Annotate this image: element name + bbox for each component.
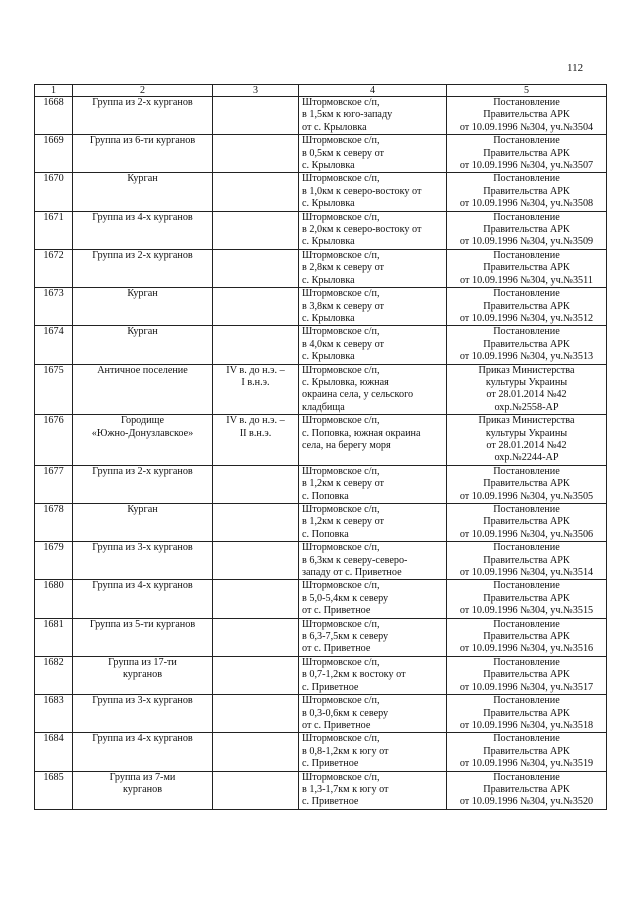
row-number-cell: 1676 — [35, 415, 73, 466]
location-cell-line: Штормовское с/п, — [302, 733, 380, 745]
object-name-cell — [73, 504, 213, 542]
object-name-cell-line: Группа из 4-х курганов — [92, 211, 193, 223]
location-cell — [299, 695, 447, 733]
document-cell-line: Правительства АРК — [483, 224, 570, 236]
dating-cell-line: I в.н.э. — [241, 376, 270, 388]
document-cell-line: от 10.09.1996 №304, уч.№3514 — [459, 567, 594, 579]
object-name-cell — [73, 465, 213, 503]
document-cell-line: Правительства АРК — [483, 631, 570, 643]
object-name-cell-line: Группа из 4-х курганов — [92, 733, 193, 745]
table-row — [35, 771, 607, 809]
location-cell-line: Штормовское с/п, — [302, 771, 380, 783]
document-cell-line: Постановление — [493, 733, 560, 745]
document-cell-line: от 10.09.1996 №304, уч.№3504 — [459, 121, 594, 133]
row-number-cell: 1675 — [35, 364, 73, 415]
document-cell-line: от 10.09.1996 №304, уч.№3509 — [459, 236, 594, 248]
document-cell-line: от 10.09.1996 №304, уч.№3507 — [459, 160, 594, 172]
location-cell-line: от с. Приветное — [302, 605, 371, 617]
row-number-cell: 1670 — [35, 173, 73, 211]
document-cell-line: Правительства АРК — [483, 592, 570, 604]
document-cell-line: Правительства АРК — [483, 554, 570, 566]
row-number-cell: 1669 — [35, 135, 73, 173]
row-number-cell: 1668 — [35, 97, 73, 135]
location-cell-line: в 2,8км к северу от — [302, 262, 384, 274]
object-name-cell-line: Группа из 2-х курганов — [92, 97, 193, 108]
row-number-cell: 1678 — [35, 504, 73, 542]
location-cell — [299, 364, 447, 415]
row-number-cell: 1683 — [35, 695, 73, 733]
location-cell-line: Штормовское с/п, — [302, 97, 380, 108]
location-cell-line: в 0,3-0,6км к северу — [302, 707, 389, 719]
table-row — [35, 580, 607, 618]
location-cell-line: Штормовское с/п, — [302, 211, 380, 223]
column-header: 5 — [447, 85, 607, 97]
dating-cell — [213, 542, 299, 580]
table-row — [35, 364, 607, 415]
document-cell-line: Постановление — [493, 173, 560, 185]
location-cell-line: Штормовское с/п, — [302, 249, 380, 261]
document-cell — [447, 211, 607, 249]
row-number-cell: 1685 — [35, 771, 73, 809]
document-cell — [447, 733, 607, 771]
object-name-cell — [73, 771, 213, 809]
document-cell-line: Постановление — [493, 326, 560, 338]
document-cell-line: от 10.09.1996 №304, уч.№3506 — [459, 528, 594, 540]
location-cell-line: в 0,7-1,2км к востоку от — [302, 669, 406, 681]
document-cell — [447, 415, 607, 466]
object-name-cell — [73, 364, 213, 415]
document-cell-line: от 10.09.1996 №304, уч.№3513 — [459, 351, 594, 363]
location-cell-line: с. Приветное — [302, 758, 359, 770]
document-cell — [447, 326, 607, 364]
table-row — [35, 695, 607, 733]
dating-cell — [213, 618, 299, 656]
object-name-cell-line: курганов — [122, 669, 163, 681]
location-cell-line: в 4,0км к северу от — [302, 338, 384, 350]
table-row — [35, 249, 607, 287]
document-cell-line: Постановление — [493, 542, 560, 554]
row-number-cell: 1672 — [35, 249, 73, 287]
object-name-cell — [73, 542, 213, 580]
document-cell-line: Правительства АРК — [483, 745, 570, 757]
object-name-cell — [73, 249, 213, 287]
table-body — [35, 97, 607, 810]
dating-cell — [213, 733, 299, 771]
dating-cell-line: II в.н.э. — [239, 427, 272, 439]
location-cell-line: с. Поповка — [302, 528, 349, 540]
location-cell-line: с. Крыловка, южная — [302, 376, 389, 388]
table-row — [35, 656, 607, 694]
object-name-cell-line: Группа из 2-х курганов — [92, 249, 193, 261]
document-cell-line: от 10.09.1996 №304, уч.№3519 — [459, 758, 594, 770]
object-name-cell-line: Городище — [121, 415, 164, 427]
location-cell — [299, 135, 447, 173]
object-name-cell-line: Группа из 17-ти — [108, 656, 177, 668]
table-row — [35, 465, 607, 503]
object-name-cell-line: Группа из 5-ти курганов — [89, 618, 196, 630]
dating-cell — [213, 326, 299, 364]
location-cell-line: Штормовское с/п, — [302, 695, 380, 707]
table-row — [35, 97, 607, 135]
object-name-cell — [73, 288, 213, 326]
document-cell-line: Постановление — [493, 618, 560, 630]
dating-cell-line: IV в. до н.э. – — [226, 364, 285, 376]
object-name-cell — [73, 135, 213, 173]
location-cell-line: Штормовское с/п, — [302, 580, 380, 592]
document-cell-line: от 10.09.1996 №304, уч.№3517 — [459, 681, 594, 693]
object-name-cell — [73, 695, 213, 733]
location-cell-line: окраина села, у сельского — [302, 389, 414, 401]
document-cell-line: охр.№2558-АР — [494, 401, 559, 413]
location-cell-line: Штормовское с/п, — [302, 504, 380, 515]
column-header: 2 — [73, 85, 213, 97]
location-cell — [299, 580, 447, 618]
location-cell-line: Штормовское с/п, — [302, 326, 380, 338]
document-cell-line: от 28.01.2014 №42 — [486, 439, 567, 451]
document-cell-line: Правительства АРК — [483, 338, 570, 350]
document-cell-line: Постановление — [493, 465, 560, 477]
dating-cell — [213, 135, 299, 173]
table-row — [35, 504, 607, 542]
document-cell — [447, 580, 607, 618]
document-cell-line: Постановление — [493, 695, 560, 707]
location-cell — [299, 249, 447, 287]
document-cell-line: культуры Украины — [485, 376, 568, 388]
dating-cell — [213, 211, 299, 249]
location-cell-line: Штормовское с/п, — [302, 656, 380, 668]
object-name-cell — [73, 211, 213, 249]
location-cell — [299, 211, 447, 249]
document-cell-line: от 10.09.1996 №304, уч.№3508 — [459, 198, 594, 210]
document-cell-line: от 10.09.1996 №304, уч.№3520 — [459, 796, 594, 808]
object-name-cell — [73, 618, 213, 656]
location-cell-line: Штормовское с/п, — [302, 135, 380, 147]
object-name-cell-line: Группа из 2-х курганов — [92, 465, 193, 477]
document-cell-line: Правительства АРК — [483, 478, 570, 490]
document-cell-line: от 10.09.1996 №304, уч.№3512 — [459, 312, 594, 324]
page-number: 112 — [567, 62, 584, 74]
document-cell-line: Правительства АРК — [483, 262, 570, 274]
location-cell — [299, 173, 447, 211]
location-cell-line: с. Поповка — [302, 490, 349, 502]
table-row — [35, 173, 607, 211]
location-cell-line: с. Приветное — [302, 681, 359, 693]
table-row — [35, 415, 607, 466]
document-cell-line: Правительства АРК — [483, 300, 570, 312]
location-cell — [299, 326, 447, 364]
table-row — [35, 542, 607, 580]
location-cell-line: Штормовское с/п, — [302, 542, 380, 554]
location-cell-line: Штормовское с/п, — [302, 415, 380, 427]
row-number-cell: 1680 — [35, 580, 73, 618]
location-cell-line: в 1,5км к юго-западу — [302, 109, 393, 121]
dating-cell — [213, 97, 299, 135]
document-cell — [447, 542, 607, 580]
document-cell-line: Постановление — [493, 288, 560, 300]
document-cell — [447, 771, 607, 809]
object-name-cell-line: Группа из 6-ти курганов — [89, 135, 196, 147]
location-cell-line: с. Крыловка — [302, 236, 355, 248]
object-name-cell-line: Группа из 3-х курганов — [92, 542, 193, 554]
document-cell-line: Правительства АРК — [483, 707, 570, 719]
location-cell-line: западу от с. Приветное — [302, 567, 402, 579]
object-name-cell — [73, 580, 213, 618]
column-header: 1 — [35, 85, 73, 97]
location-cell-line: в 0,8-1,2км к югу от — [302, 745, 389, 757]
location-cell-line: в 1,3-1,7км к югу от — [302, 783, 389, 795]
document-cell-line: Постановление — [493, 656, 560, 668]
document-cell-line: Постановление — [493, 580, 560, 592]
location-cell-line: в 1,2км к северу от — [302, 516, 384, 528]
table-row — [35, 288, 607, 326]
table-row — [35, 326, 607, 364]
row-number-cell: 1674 — [35, 326, 73, 364]
row-number-cell: 1681 — [35, 618, 73, 656]
row-number-cell: 1671 — [35, 211, 73, 249]
row-number-cell: 1679 — [35, 542, 73, 580]
object-name-cell-line: Группа из 4-х курганов — [92, 580, 193, 592]
dating-cell — [213, 504, 299, 542]
location-cell-line: с. Приветное — [302, 796, 359, 808]
table-row — [35, 733, 607, 771]
document-cell — [447, 618, 607, 656]
row-number-cell: 1677 — [35, 465, 73, 503]
dating-cell — [213, 580, 299, 618]
object-name-cell — [73, 656, 213, 694]
location-cell — [299, 618, 447, 656]
document-cell-line: Правительства АРК — [483, 516, 570, 528]
dating-cell — [213, 771, 299, 809]
object-name-cell-line: Античное поселение — [97, 364, 188, 376]
document-cell-line: Правительства АРК — [483, 109, 570, 121]
location-cell-line: с. Крыловка — [302, 274, 355, 286]
object-name-cell — [73, 733, 213, 771]
document-cell — [447, 695, 607, 733]
location-cell — [299, 97, 447, 135]
location-cell — [299, 288, 447, 326]
object-name-cell — [73, 415, 213, 466]
dating-cell — [213, 173, 299, 211]
location-cell — [299, 465, 447, 503]
object-name-cell-line: Курган — [127, 173, 158, 185]
monuments-table — [34, 84, 607, 810]
document-cell-line: Правительства АРК — [483, 669, 570, 681]
dating-cell — [213, 364, 299, 415]
document-cell-line: от 10.09.1996 №304, уч.№3515 — [459, 605, 594, 617]
dating-cell — [213, 656, 299, 694]
document-cell — [447, 249, 607, 287]
document-cell — [447, 135, 607, 173]
dating-cell — [213, 288, 299, 326]
location-cell-line: в 2,0км к северо-востоку от — [302, 224, 422, 236]
document-cell-line: Постановление — [493, 135, 560, 147]
location-cell-line: с. Крыловка — [302, 198, 355, 210]
location-cell-line: с. Поповка, южная окраина — [302, 427, 421, 439]
location-cell-line: Штормовское с/п, — [302, 465, 380, 477]
column-header: 3 — [213, 85, 299, 97]
dating-cell — [213, 249, 299, 287]
table-row — [35, 211, 607, 249]
document-cell-line: Правительства АРК — [483, 147, 570, 159]
document-cell — [447, 504, 607, 542]
location-cell — [299, 733, 447, 771]
location-cell-line: кладбища — [302, 401, 345, 413]
location-cell-line: в 0,5км к северу от — [302, 147, 384, 159]
location-cell-line: с. Крыловка — [302, 160, 355, 172]
location-cell-line: от с. Приветное — [302, 643, 371, 655]
document-cell-line: Приказ Министерства — [478, 364, 575, 376]
location-cell-line: Штормовское с/п, — [302, 173, 380, 185]
document-cell-line: охр.№2244-АР — [494, 452, 559, 464]
document-cell-line: Приказ Министерства — [478, 415, 575, 427]
document-cell — [447, 288, 607, 326]
object-name-cell-line: Курган — [127, 288, 158, 300]
location-cell-line: в 1,2км к северу от — [302, 478, 384, 490]
location-cell — [299, 415, 447, 466]
table-row — [35, 135, 607, 173]
location-cell-line: от с. Крыловка — [302, 121, 367, 133]
location-cell-line: с. Крыловка — [302, 312, 355, 324]
location-cell-line: с. Крыловка — [302, 351, 355, 363]
document-cell-line: от 10.09.1996 №304, уч.№3511 — [460, 274, 593, 286]
column-header: 4 — [299, 85, 447, 97]
table-row — [35, 618, 607, 656]
location-cell-line: в 6,3км к северу-северо- — [302, 554, 408, 566]
document-cell — [447, 364, 607, 415]
location-cell-line: в 5,0-5,4км к северу — [302, 592, 389, 604]
location-cell-line: в 6,3-7,5км к северу — [302, 631, 389, 643]
header-row — [35, 85, 607, 97]
dating-cell-line: IV в. до н.э. – — [226, 415, 285, 427]
document-cell-line: Правительства АРК — [483, 783, 570, 795]
dating-cell — [213, 415, 299, 466]
document-cell-line: Правительства АРК — [483, 185, 570, 197]
location-cell-line: Штормовское с/п, — [302, 364, 380, 376]
object-name-cell — [73, 326, 213, 364]
location-cell-line: села, на берегу моря — [302, 439, 391, 451]
object-name-cell-line: Курган — [127, 504, 158, 515]
row-number-cell: 1682 — [35, 656, 73, 694]
document-cell-line: Постановление — [493, 249, 560, 261]
row-number-cell: 1673 — [35, 288, 73, 326]
location-cell-line: от с. Приветное — [302, 719, 371, 731]
location-cell-line: в 1,0км к северо-востоку от — [302, 185, 422, 197]
row-number-cell: 1684 — [35, 733, 73, 771]
document-cell — [447, 465, 607, 503]
document-cell-line: Постановление — [493, 504, 560, 515]
location-cell — [299, 542, 447, 580]
document-cell-line: культуры Украины — [485, 427, 568, 439]
object-name-cell — [73, 173, 213, 211]
location-cell — [299, 656, 447, 694]
document-cell-line: Постановление — [493, 211, 560, 223]
object-name-cell-line: Курган — [127, 326, 158, 338]
object-name-cell-line: курганов — [122, 783, 163, 795]
dating-cell — [213, 695, 299, 733]
location-cell-line: Штормовское с/п, — [302, 618, 380, 630]
document-cell-line: Постановление — [493, 97, 560, 108]
document-cell-line: от 10.09.1996 №304, уч.№3518 — [459, 719, 594, 731]
document-cell-line: от 10.09.1996 №304, уч.№3516 — [459, 643, 594, 655]
location-cell-line: Штормовское с/п, — [302, 288, 380, 300]
document-cell — [447, 656, 607, 694]
document-cell-line: Постановление — [493, 771, 560, 783]
location-cell — [299, 771, 447, 809]
dating-cell — [213, 465, 299, 503]
object-name-cell-line: Группа из 7-ми — [109, 771, 176, 783]
location-cell-line: в 3,8км к северу от — [302, 300, 384, 312]
document-cell-line: от 10.09.1996 №304, уч.№3505 — [459, 490, 594, 502]
object-name-cell-line: Группа из 3-х курганов — [92, 695, 193, 707]
location-cell — [299, 504, 447, 542]
document-cell-line: от 28.01.2014 №42 — [486, 389, 567, 401]
document-cell — [447, 97, 607, 135]
object-name-cell-line: «Южно-Донузлавское» — [91, 427, 194, 439]
object-name-cell — [73, 97, 213, 135]
document-cell — [447, 173, 607, 211]
